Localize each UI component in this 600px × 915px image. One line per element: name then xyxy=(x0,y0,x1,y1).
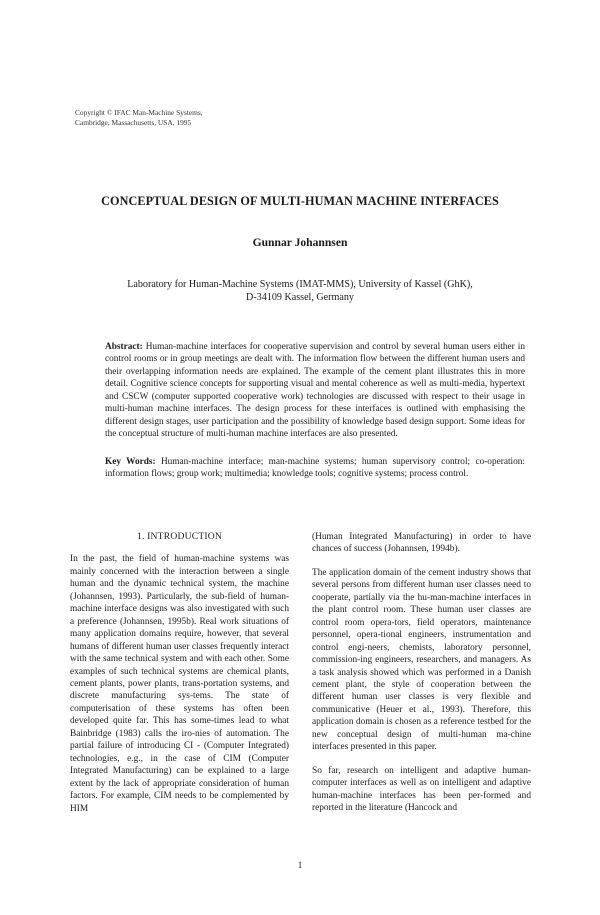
copyright-line-1: Copyright © IFAC Man-Machine Systems, xyxy=(75,108,203,117)
keywords xyxy=(105,456,525,481)
intro-paragraph-2: (Human Integrated Manufacturing) in order to have chances of success (Johannsen, 1994b). xyxy=(312,532,531,555)
abstract-text: Human-machine interfaces for cooperative supervision and control by several human users either in control rooms or in group meetings are dealt with. The information flow between the different human users and their overlapping information needs are explained. The example of the cement plant illustrates this in more detail. Cognitive science concepts for supporting visual and mental coherence as well as multi-media, hypertext and CSCW (computer supported cooperative work) technologies are discussed with respect to their usage in multi-human machine interfaces. The design process for these interfaces is outlined with emphasising the different design stages, user participation and the possibility of knowledge based design support. Some ideas for the conceptual structure of multi-human machine interfaces are also presented. xyxy=(105,342,525,440)
paper-title: CONCEPTUAL DESIGN OF MULTI-HUMAN MACHINE INTERFACES xyxy=(101,194,499,208)
copyright-notice xyxy=(75,108,203,128)
intro-paragraph-3: The application domain of the cement industry shows that several persons from different human user classes need to cooperate, partially via the hu-man-machine interfaces in the plant control room. These human user classes are control room opera-tors, field operators, maintenance personnel, opera-tional engineers, instrumentation and control engi-neers, chemists, laboratory personnel, commission-ing engineers, researchers, and managers. As a task analysis showed which was performed in a Danish cement plant, the style of cooperation between the different human user classes is very flexible and communicative (Heuer et al., 1993). Therefore, this application domain is chosen as a reference testbed for the new conceptual design of multi-human ma-chine interfaces presented in this paper. xyxy=(312,567,531,753)
affiliation-line-1: Laboratory for Human-Machine Systems (IMAT-MMS), University of Kassel (GhK), xyxy=(127,279,473,290)
intro-paragraph-1: In the past, the field of human-machine systems was mainly concerned with the interaction between a single human and the dynamic technical system, the machine (Johannsen, 1993). Particularly, the sub-field of human-machine interface designs was also investigated with such a preference (Johannsen, 1995b). Real work situations of many application domains require, however, that several humans of different human user classes frequently interact with the same technical system and with each other. Some examples of such technical systems are chemical plants, cement plants, power plants, trans-portation systems, and discrete manufacturing sys-tems. The state of computerisation of these systems has often been developed quite far. This has some-times lead to what Bainbridge (1983) calls the iro-nies of automation. The partial failure of introducing CI - (Computer Integrated) technologies, e.g., in the case of CIM (Computer Integrated Manufacturing) can be explained to a large extent by the lack of appropriate consideration of human factors. For example, CIM needs to be complemented by HIM xyxy=(70,554,289,814)
keywords-text: Human-machine interface; man-machine systems; human supervisory control; co-operation: information flows; group work; multimedia; knowledge tools; cognitive systems; process control. xyxy=(105,457,526,480)
keywords-label: Key Words: xyxy=(105,457,156,467)
left-column xyxy=(70,531,289,826)
abstract-label: Abstract: xyxy=(105,342,143,352)
author-name: Gunnar Johannsen xyxy=(252,236,348,249)
copyright-line-2: Cambridge, Massachusetts, USA, 1995 xyxy=(75,118,192,127)
abstract xyxy=(105,341,525,441)
page-number: 1 xyxy=(297,860,303,870)
section-heading-introduction: 1. INTRODUCTION xyxy=(136,531,223,542)
intro-paragraph-4: So far, research on intelligent and adaptive human-computer interfaces as well as on intelligent and adaptive human-machine interfaces has been per-formed and reported in the literature (Hancock and xyxy=(312,765,531,814)
right-column xyxy=(312,531,531,826)
affiliation-line-2: D-34109 Kassel, Germany xyxy=(246,292,354,303)
affiliation xyxy=(0,278,600,304)
